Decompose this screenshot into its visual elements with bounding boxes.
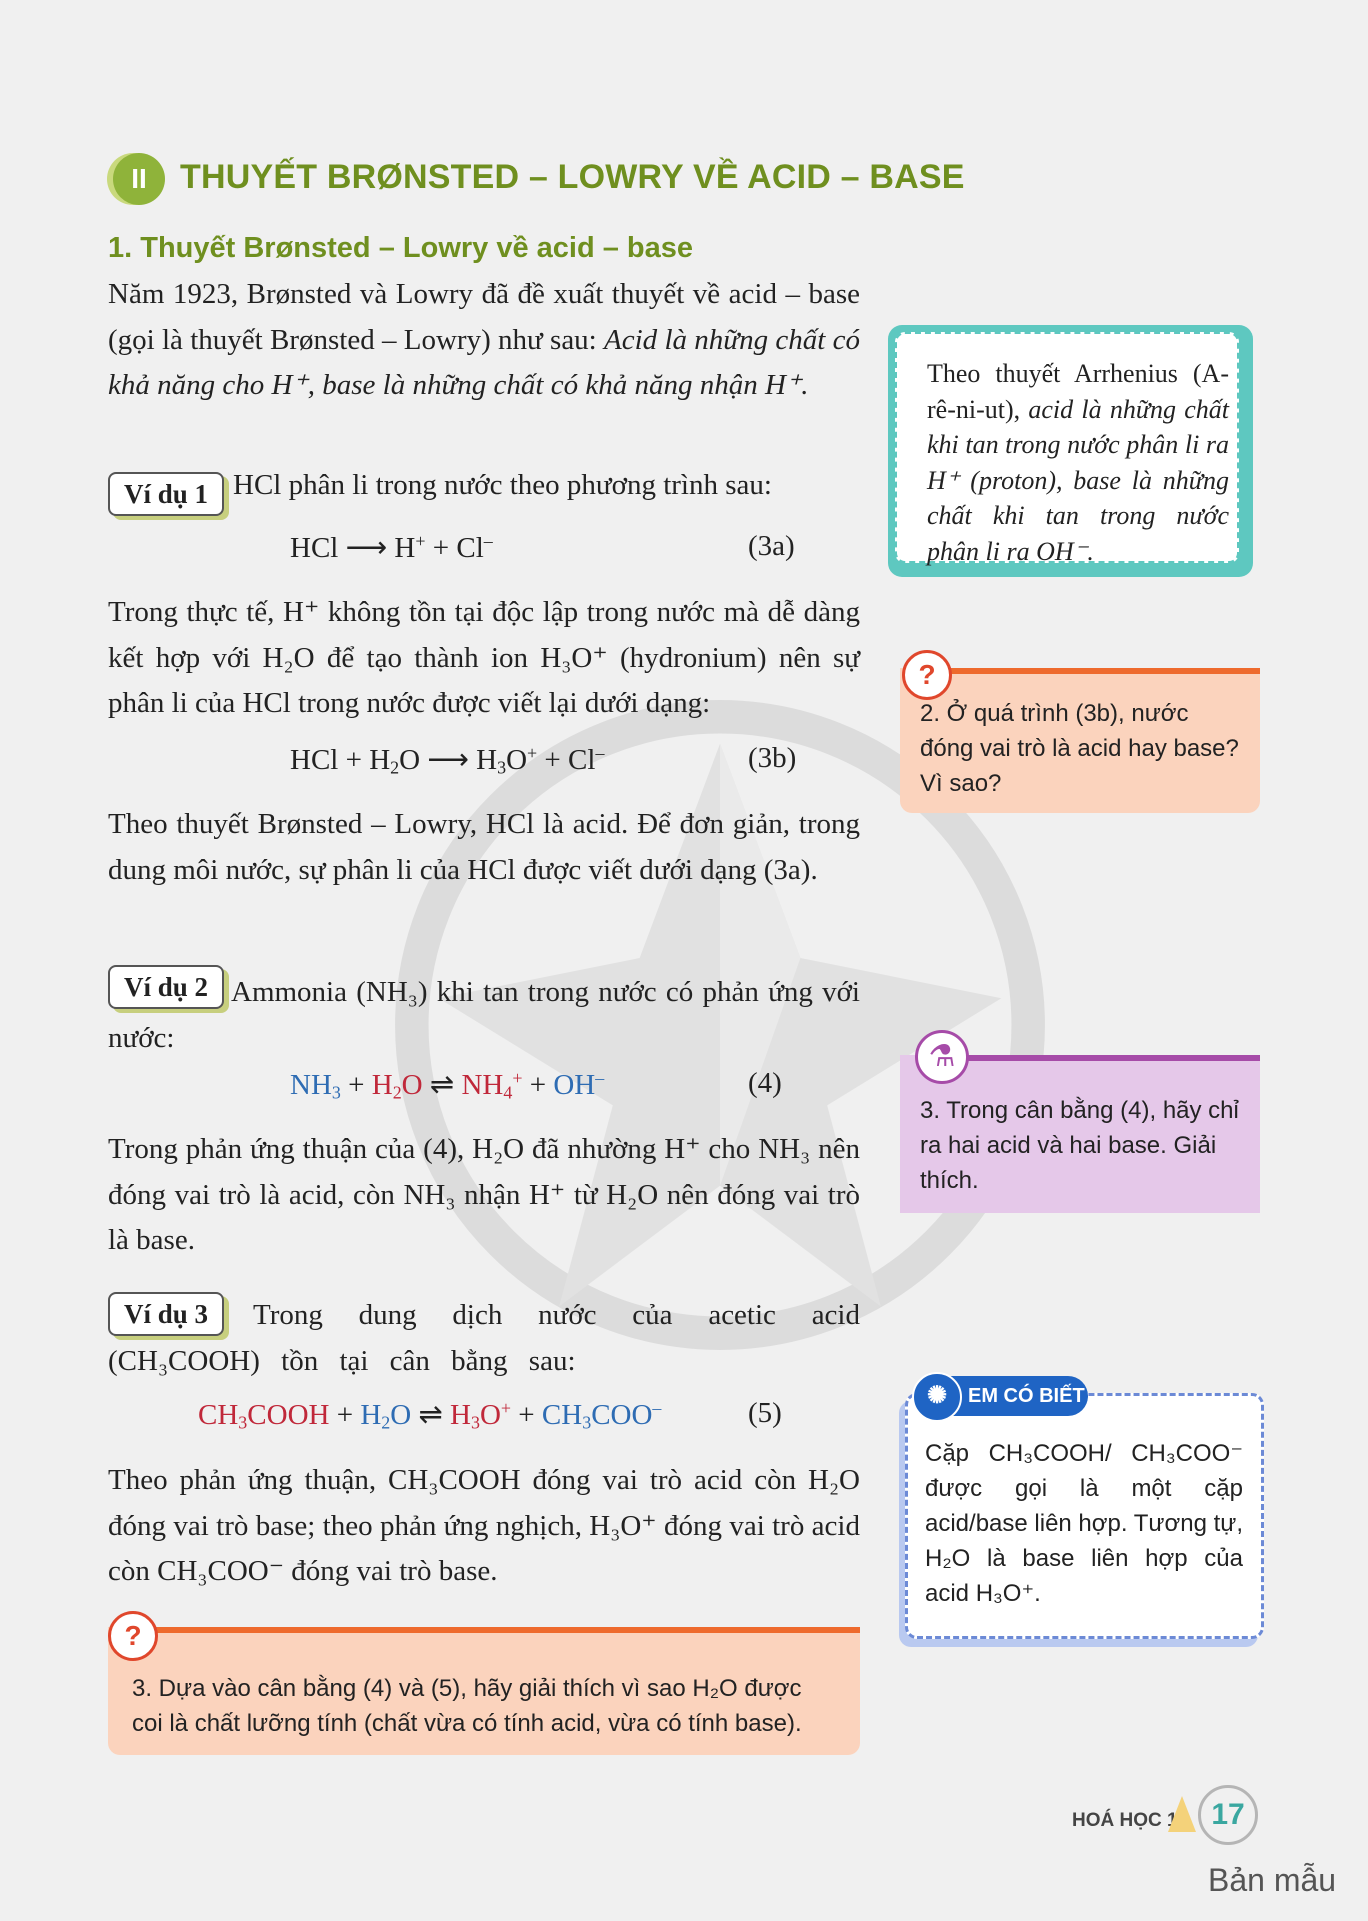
example-1-text: HCl phân li trong nước theo phương trình sau: [233,469,772,501]
question-2-bar [930,668,1260,674]
em-co-biet-badge [918,1376,1088,1416]
equation-5: $CH_3COOH + H_2O$ ⇌ $H_3O^+ + CH_3COO^-$ [198,1398,662,1433]
question-3-box [108,1627,860,1755]
equation-3b: HCl + $H_2O$ ⟶ $H_3O^+ + Cl^-$ [290,743,605,778]
example-1-paragraph-2: Theo thuyết Brønsted – Lowry, HCl là acid. Để đơn giản, trong dung môi nước, sự phân li của HCl được viết dưới dạng (3a). [108,808,860,886]
example-3-label: Ví dụ 3 [108,1292,224,1336]
example-2-text: Ammonia (NH₃) khi tan trong nước có phản ứng với nước: [108,976,860,1054]
equation-4-number: (4) [748,1067,782,1099]
equation-3a-number: (3a) [748,530,795,562]
experiment-icon: ⚗ [915,1030,969,1084]
arrhenius-plain: Theo thuyết Arrhenius (A-rê-ni-ut), [927,359,1229,424]
flask-icon [1168,1796,1196,1832]
example-1-paragraph-1: Trong thực tế, H⁺ không tồn tại độc lập trong nước mà dễ dàng kết hợp với H₂O để tạo thành ion H₃O⁺ (hydronium) nên sự phân li của HCl trong nước được viết lại dưới dạng: [108,596,860,719]
example-3-text: Trong dung dịch nước của acetic acid (CH₃COOH) tồn tại cân bằng sau: [108,1299,860,1377]
activity-3-bar [930,1055,1260,1061]
arrhenius-note-text [927,356,1229,569]
book-title: HOÁ HỌC 11 [1072,1810,1188,1831]
equation-5-number: (5) [748,1397,782,1429]
section-number-badge: II [113,153,165,205]
subsection-title: 1. Thuyết Brønsted – Lowry về acid – base [108,232,694,264]
em-co-biet-box [905,1393,1264,1639]
atom-icon: ✺ [912,1372,962,1422]
question-icon: ? [902,650,952,700]
equation-3a: HCl ⟶ H+ + Cl– [290,531,493,564]
example-2-label: Ví dụ 2 [108,965,224,1009]
section-title: THUYẾT BRØNSTED – LOWRY VỀ ACID – BASE [180,158,965,196]
activity-3-text: 3. Trong cân bằng (4), hãy chỉ ra hai acid và hai base. Giải thích. [920,1097,1239,1194]
intro-text: Năm 1923, Brønsted và Lowry đã đề xuất thuyết về acid – base (gọi là thuyết Brønsted – Lowry) như sau: [108,278,860,356]
question-3-bar [138,1627,860,1633]
page-number: 17 [1198,1785,1258,1845]
em-co-biet-text: Cặp CH₃COOH/ CH₃COO⁻ được gọi là một cặp acid/base liên hợp. Tương tự, H₂O là base liên hợp của acid H₃O⁺. [925,1440,1243,1607]
intro-definition: Acid là những chất có khả năng cho H⁺, base là những chất có khả năng nhận H⁺. [108,323,860,401]
question-2-box [900,668,1260,813]
arrhenius-note [888,325,1253,577]
equation-4: $NH_3 + H_2O$ ⇌ $NH_4^+ + OH^-$ [290,1068,605,1103]
example-3-paragraph: Theo phản ứng thuận, CH₃COOH đóng vai trò acid còn H₂O đóng vai trò base; theo phản ứng nghịch, H₃O⁺ đóng vai trò acid còn CH₃COO⁻ đóng vai trò base. [108,1464,860,1587]
em-co-biet-label: EM CÓ BIẾT [968,1385,1085,1407]
arrhenius-italic: acid là những chất khi tan trong nước phân li ra H⁺ (proton), base là những chất khi tan trong nước phân li ra OH⁻. [927,394,1229,566]
example-1-label: Ví dụ 1 [108,472,224,516]
question-3-text: 3. Dựa vào cân bằng (4) và (5), hãy giải thích vì sao H₂O được coi là chất lưỡng tính (chất vừa có tính acid, vừa có tính base). [132,1675,802,1737]
example-2-paragraph: Trong phản ứng thuận của (4), H₂O đã nhường H⁺ cho NH₃ nên đóng vai trò là acid, còn NH₃ nhận H⁺ từ H₂O nên đóng vai trò là base. [108,1133,860,1256]
equation-3b-number: (3b) [748,742,797,774]
question-icon: ? [108,1611,158,1661]
question-2-text: 2. Ở quá trình (3b), nước đóng vai trò là acid hay base? Vì sao? [920,700,1239,797]
arrhenius-note-inner [895,332,1239,566]
intro-paragraph [108,272,860,409]
sample-stamp: Bản mẫu [1208,1862,1337,1898]
